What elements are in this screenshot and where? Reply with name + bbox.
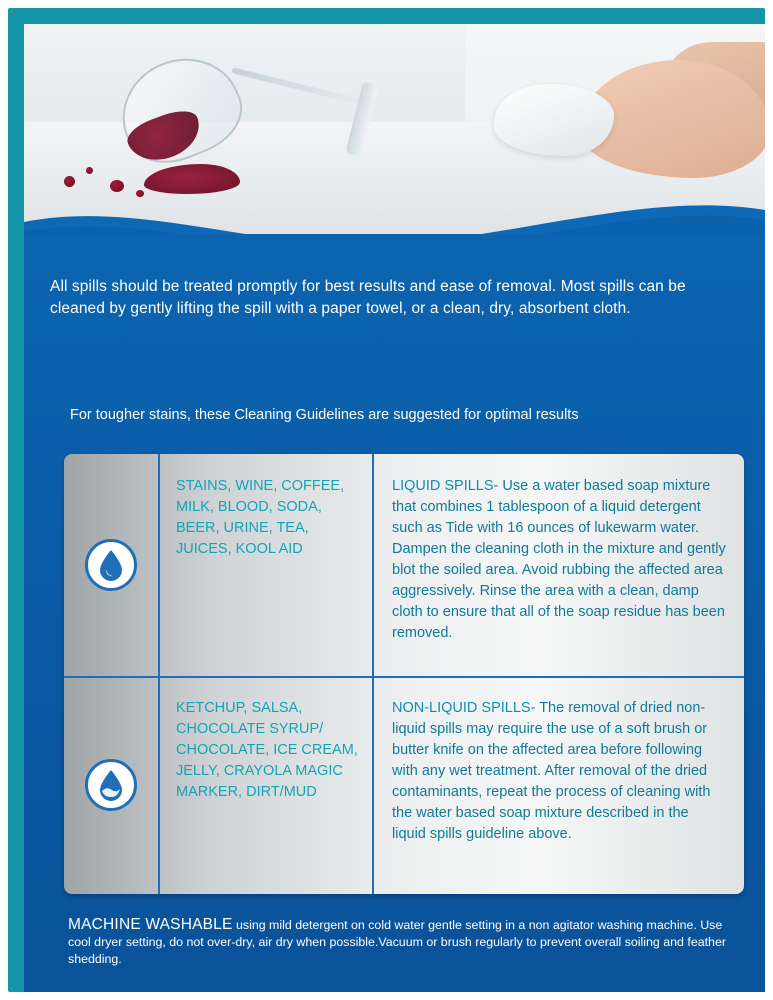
instruction-text bbox=[392, 476, 726, 644]
cleaning-guidelines-table bbox=[64, 454, 744, 894]
water-drop-icon bbox=[85, 539, 137, 591]
row-icon-cell bbox=[64, 676, 160, 894]
stain-list-cell bbox=[160, 676, 374, 894]
instruction-body: The removal of dried non-liquid spills may require the use of a soft brush or butter knife on the affected area before following with any wet treatment. After removal of the dried contaminants, repeat the process of cleaning with the water based soap mixture described in the liquid spills guideline above. bbox=[392, 700, 711, 842]
stain-list-cell bbox=[160, 454, 374, 676]
content-panel bbox=[24, 24, 765, 992]
wine-droplet bbox=[64, 176, 75, 187]
subheading: For tougher stains, these Cleaning Guidelines are suggested for optimal results bbox=[70, 407, 579, 423]
instruction-cell bbox=[374, 454, 744, 676]
wave-divider bbox=[24, 192, 765, 234]
stain-list-text: KETCHUP, SALSA, CHOCOLATE SYRUP/ CHOCOLATE, ICE CREAM, JELLY, CRAYOLA MAGIC MARKER, DIRT/MUD bbox=[176, 700, 358, 800]
instruction-heading: LIQUID SPILLS- bbox=[392, 478, 499, 494]
instruction-heading: NON-LIQUID SPILLS- bbox=[392, 700, 536, 716]
row-icon-cell bbox=[64, 454, 160, 676]
droplet-splash-icon bbox=[85, 759, 137, 811]
instruction-body: Use a water based soap mixture that combines 1 tablespoon of a liquid detergent such as Tide with 16 ounces of lukewarm water. Dampen the cleaning cloth in the mixture and gently blot the soiled area. Avoid rubbing the affected area aggressively. Rinse the area with a clean, damp cloth to ensure that all of the soap residue has been removed. bbox=[392, 478, 726, 641]
table-row bbox=[64, 454, 744, 676]
footer-lead: MACHINE WASHABLE bbox=[68, 916, 233, 933]
header-photo bbox=[24, 24, 765, 234]
footer-text: using mild detergent on cold water gentle setting in a non agitator washing machine. Use cool dryer setting, do not over-dry, air dry when possible.Vacuum or brush regularly to prevent overall soiling and feather shedding. bbox=[68, 918, 726, 966]
water-drop-glyph bbox=[98, 549, 124, 581]
outer-frame bbox=[8, 8, 765, 992]
instruction-text bbox=[392, 698, 726, 845]
intro-paragraph: All spills should be treated promptly for best results and ease of removal. Most spills can be cleaned by gently lifting the spill with a paper towel, or a clean, dry, absorbent cloth. bbox=[50, 278, 686, 317]
droplet-splash-glyph bbox=[98, 769, 124, 801]
wine-droplet bbox=[86, 167, 93, 174]
instruction-cell bbox=[374, 676, 744, 894]
footer-note bbox=[68, 916, 738, 968]
table-row bbox=[64, 676, 744, 894]
photo-cleaning-cloth bbox=[494, 84, 614, 156]
stain-list-text: STAINS, WINE, COFFEE, MILK, BLOOD, SODA, BEER, URINE, TEA, JUICES, KOOL AID bbox=[176, 478, 345, 557]
wine-droplet bbox=[110, 180, 124, 192]
